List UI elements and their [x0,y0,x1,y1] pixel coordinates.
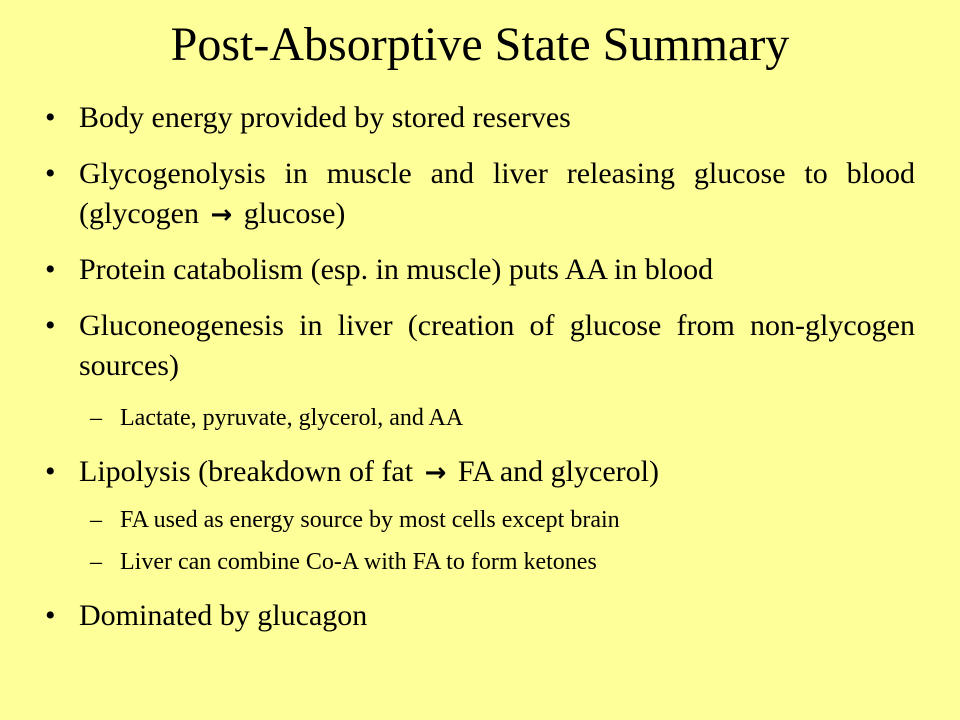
bullet-text-part: glucose) [243,197,346,230]
sub-item-gluconeogenesis-sources [90,402,915,434]
bullet-text: Body energy provided by stored reserves [79,101,571,134]
bullet-item-gluconeogenesis [45,306,915,386]
bullet-item-protein-catabolism [45,250,915,290]
sub-item-text: FA used as energy source by most cells except brain [120,507,620,533]
bullet-text [79,154,915,235]
slide-title: Post-Absorptive State Summary [170,18,790,71]
bullet-text: Gluconeogenesis in liver (creation of glucose from non-glycogen sources) [79,309,915,382]
bullet-text: Protein catabolism (esp. in muscle) puts AA in blood [79,253,714,286]
dash-icon: – [90,507,102,533]
sub-item-fa-energy [90,504,915,536]
dash-icon: – [90,549,102,575]
bullet-icon: • [45,157,56,190]
sub-item-ketones [90,546,915,578]
bullet-item-glucagon [45,596,915,636]
bullet-text-part: FA and glycerol) [457,455,659,488]
bullet-icon: • [45,309,56,342]
sub-item-text: Liver can combine Co-A with FA to form ketones [120,549,597,575]
bullet-icon: • [45,455,56,488]
arrow-right-icon: → [424,458,447,488]
bullet-icon: • [45,599,56,632]
dash-icon: – [90,405,102,431]
bullet-item-body-energy [45,98,915,138]
bullet-text [79,452,915,493]
sub-item-text: Lactate, pyruvate, glycerol, and AA [120,405,464,431]
bullet-icon: • [45,253,56,286]
bullet-text-part: Glycogenolysis in muscle and liver releasing glucose to blood (glycogen [79,157,915,230]
bullet-text-part: Lipolysis (breakdown of fat [79,455,414,488]
bullet-item-lipolysis [45,452,915,493]
bullet-icon: • [45,101,56,134]
bullet-text: Dominated by glucagon [79,599,368,632]
arrow-right-icon: → [210,200,233,230]
bullet-item-glycogenolysis [45,154,915,235]
